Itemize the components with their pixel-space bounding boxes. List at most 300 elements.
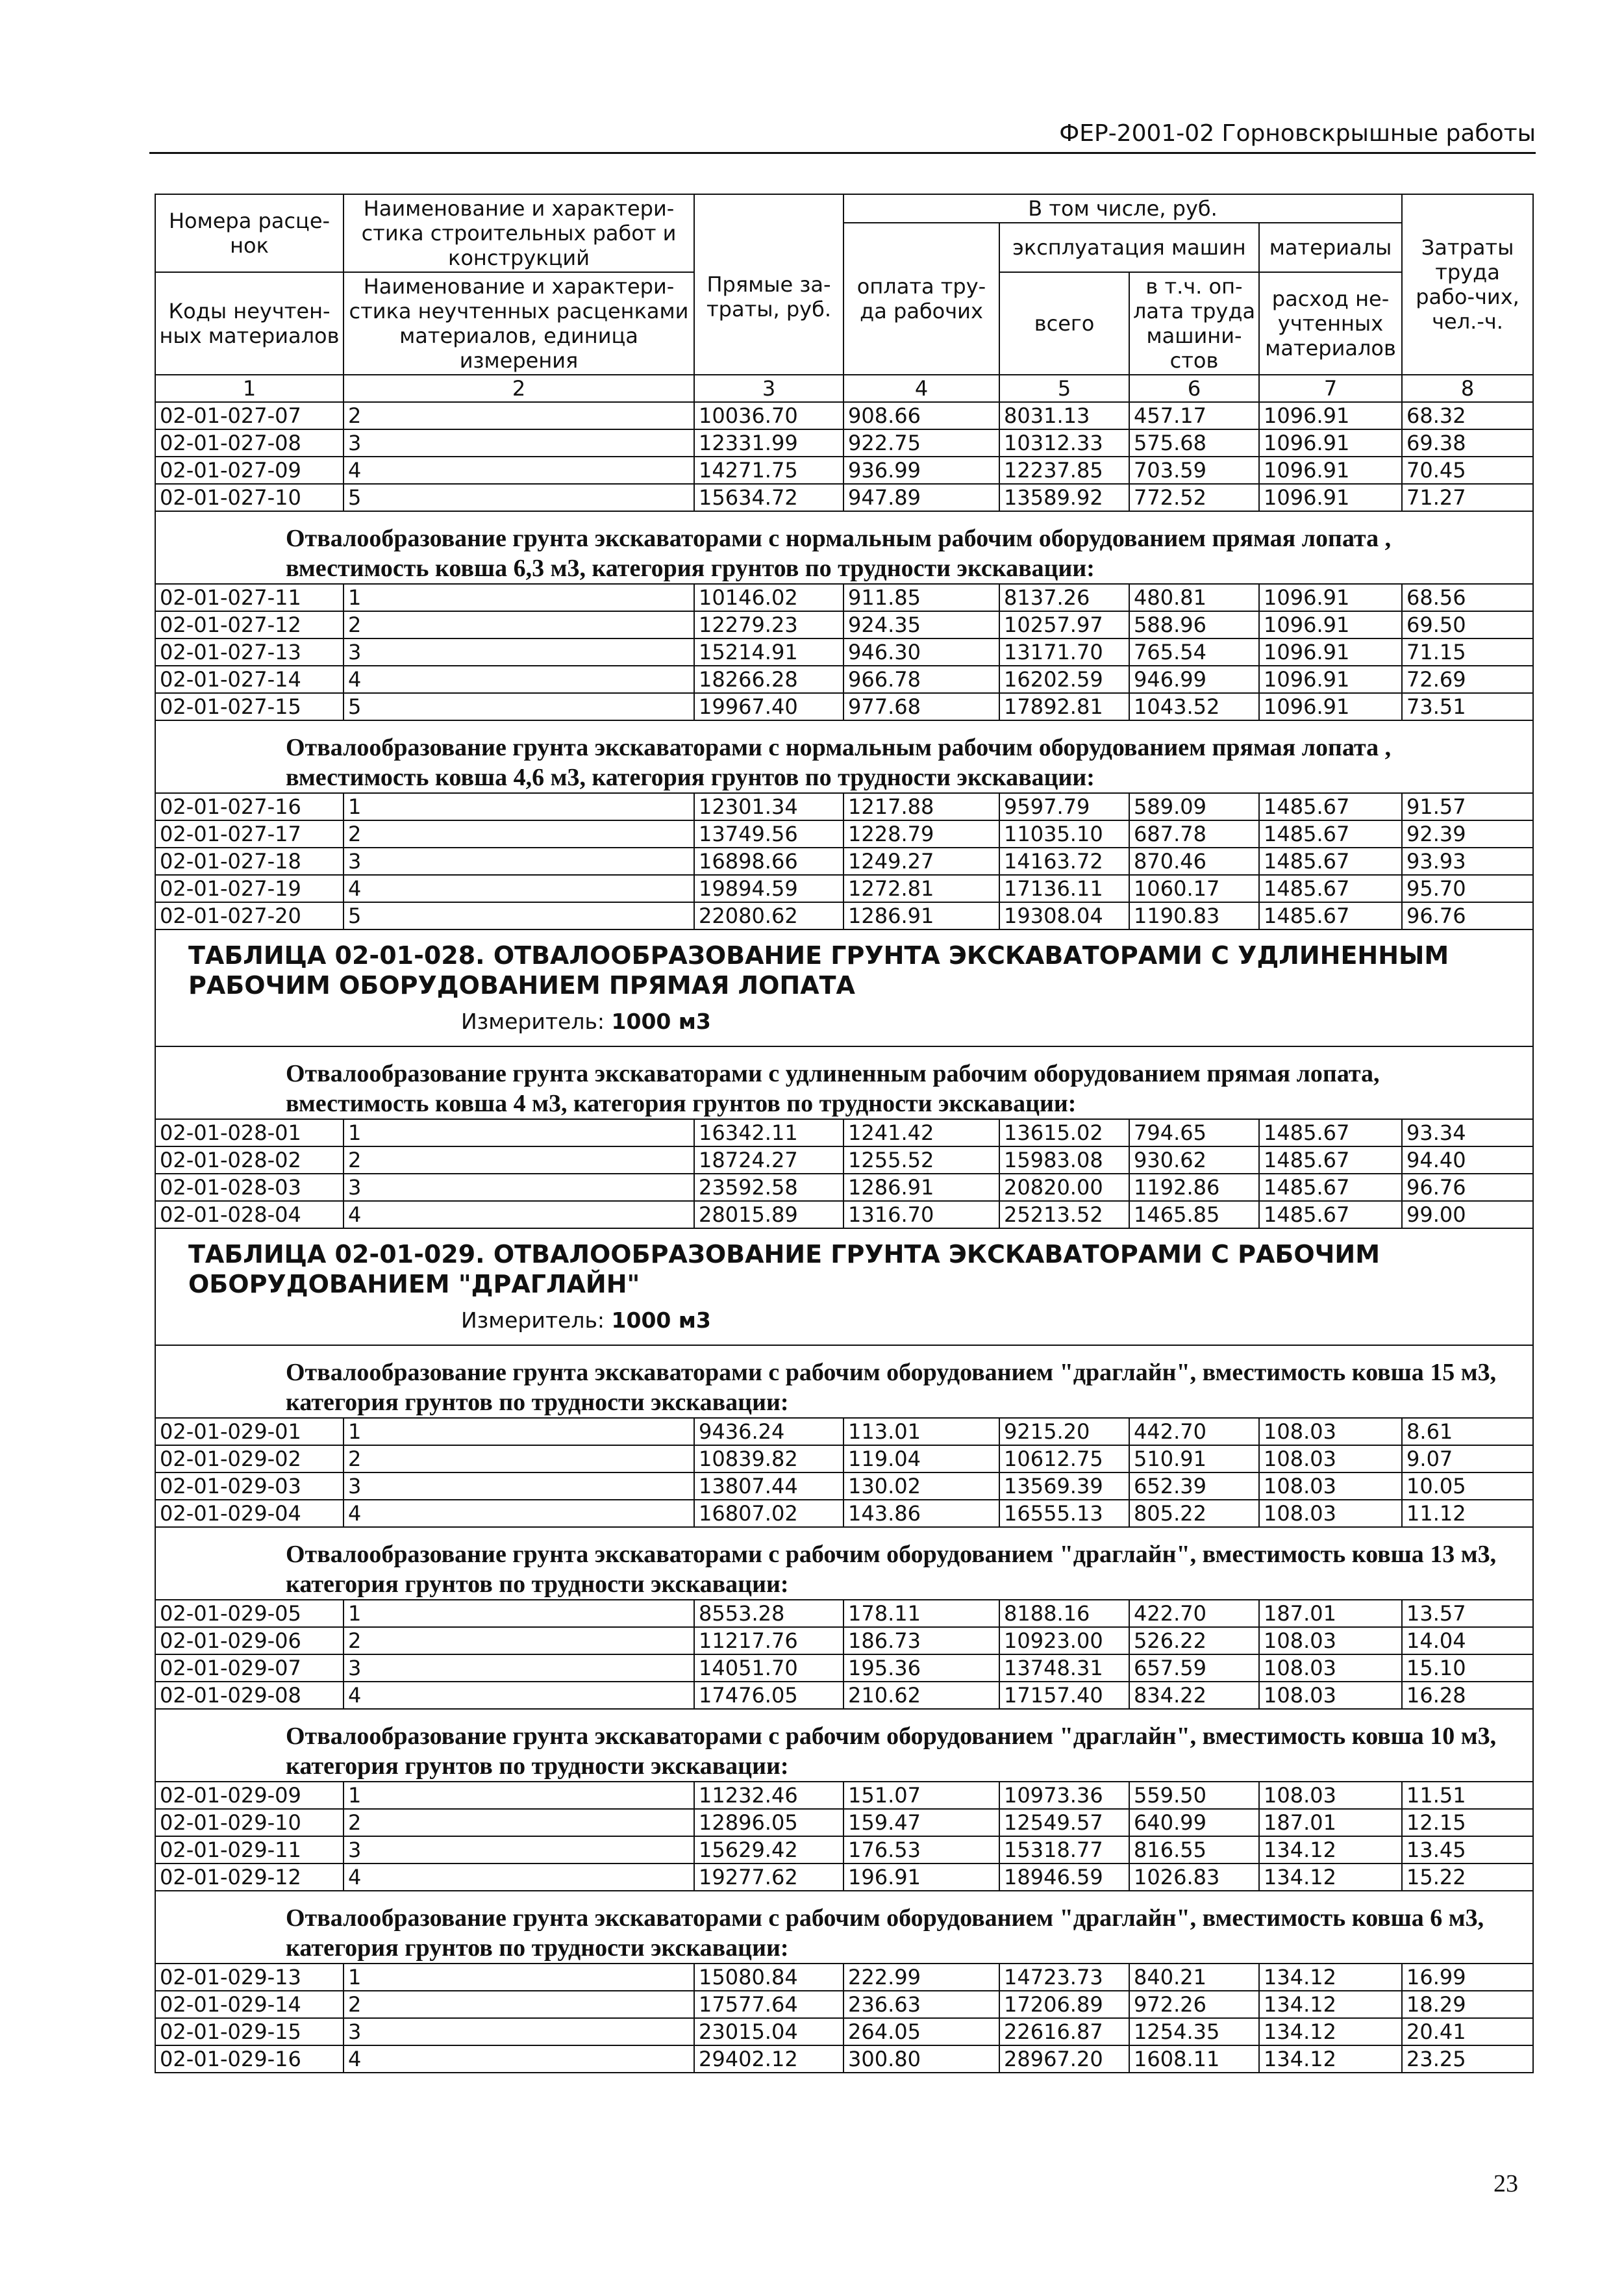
item-name-cell: 2 — [344, 1627, 694, 1654]
labor-pay-cell: 1241.42 — [843, 1119, 999, 1146]
section-header-row — [155, 1345, 1533, 1418]
unit-label: Измеритель: — [461, 1009, 605, 1034]
labor-costs-cell: 93.93 — [1402, 848, 1533, 875]
item-name-cell: 5 — [344, 484, 694, 511]
direct-costs-cell: 28015.89 — [694, 1201, 843, 1228]
section-title: Отвалообразование грунта экскаваторами с рабочим оборудованием "драглайн", вместимость ковша 13 м3, категория грунтов по трудности экскавации: — [155, 1527, 1533, 1600]
section-header-row — [155, 511, 1533, 584]
item-name-cell: 1 — [344, 1119, 694, 1146]
labor-costs-cell: 92.39 — [1402, 820, 1533, 848]
rate-code-cell: 02-01-029-15 — [155, 2018, 344, 2045]
machines-labor-cell: 765.54 — [1129, 638, 1259, 666]
machines-labor-cell: 946.99 — [1129, 666, 1259, 693]
machines-total-cell: 13569.39 — [999, 1472, 1129, 1500]
machines-total-cell: 17206.89 — [999, 1991, 1129, 2018]
machines-labor-cell: 772.52 — [1129, 484, 1259, 511]
header-direct-costs: Прямые за-траты, руб. — [694, 194, 843, 375]
labor-pay-cell: 264.05 — [843, 2018, 999, 2045]
rate-code-cell: 02-01-029-05 — [155, 1600, 344, 1627]
labor-costs-cell: 71.27 — [1402, 484, 1533, 511]
table-row — [155, 848, 1533, 875]
machines-total-cell: 8137.26 — [999, 584, 1129, 611]
labor-pay-cell: 1286.91 — [843, 902, 999, 929]
labor-costs-cell: 96.76 — [1402, 902, 1533, 929]
rate-code-cell: 02-01-029-07 — [155, 1654, 344, 1682]
materials-cell: 108.03 — [1259, 1682, 1402, 1709]
table-row — [155, 1500, 1533, 1527]
machines-total-cell: 10973.36 — [999, 1782, 1129, 1809]
table-row — [155, 457, 1533, 484]
materials-cell: 108.03 — [1259, 1500, 1402, 1527]
machines-total-cell: 20820.00 — [999, 1174, 1129, 1201]
materials-cell: 1485.67 — [1259, 875, 1402, 902]
materials-cell: 108.03 — [1259, 1472, 1402, 1500]
table-row — [155, 1809, 1533, 1836]
machines-total-cell: 18946.59 — [999, 1864, 1129, 1891]
col-number: 3 — [694, 375, 843, 402]
unit-label: Измеритель: — [461, 1308, 605, 1333]
labor-costs-cell: 70.45 — [1402, 457, 1533, 484]
direct-costs-cell: 10146.02 — [694, 584, 843, 611]
table-row — [155, 1119, 1533, 1146]
col-number: 6 — [1129, 375, 1259, 402]
materials-cell: 108.03 — [1259, 1627, 1402, 1654]
direct-costs-cell: 29402.12 — [694, 2045, 843, 2073]
direct-costs-cell: 11217.76 — [694, 1627, 843, 1654]
machines-labor-cell: 1254.35 — [1129, 2018, 1259, 2045]
machines-total-cell: 13171.70 — [999, 638, 1129, 666]
table-body — [155, 194, 1533, 2073]
materials-cell: 1096.91 — [1259, 611, 1402, 638]
labor-pay-cell: 300.80 — [843, 2045, 999, 2073]
item-name-cell: 3 — [344, 1654, 694, 1682]
labor-pay-cell: 119.04 — [843, 1445, 999, 1472]
rate-code-cell: 02-01-029-14 — [155, 1991, 344, 2018]
table-row — [155, 402, 1533, 429]
labor-costs-cell: 99.00 — [1402, 1201, 1533, 1228]
machines-total-cell: 8188.16 — [999, 1600, 1129, 1627]
table-title-cell — [155, 1228, 1533, 1345]
item-name-cell: 2 — [344, 1146, 694, 1174]
machines-labor-cell: 480.81 — [1129, 584, 1259, 611]
labor-pay-cell: 922.75 — [843, 429, 999, 457]
labor-pay-cell: 1249.27 — [843, 848, 999, 875]
labor-pay-cell: 977.68 — [843, 693, 999, 720]
table-row — [155, 484, 1533, 511]
labor-pay-cell: 130.02 — [843, 1472, 999, 1500]
machines-total-cell: 10923.00 — [999, 1627, 1129, 1654]
materials-cell: 108.03 — [1259, 1418, 1402, 1445]
machines-total-cell: 14163.72 — [999, 848, 1129, 875]
rate-code-cell: 02-01-028-01 — [155, 1119, 344, 1146]
labor-pay-cell: 178.11 — [843, 1600, 999, 1627]
item-name-cell: 1 — [344, 1600, 694, 1627]
labor-costs-cell: 96.76 — [1402, 1174, 1533, 1201]
labor-costs-cell: 72.69 — [1402, 666, 1533, 693]
table-title: ТАБЛИЦА 02-01-029. ОТВАЛООБРАЗОВАНИЕ ГРУНТА ЭКСКАВАТОРАМИ С РАБОЧИМ ОБОРУДОВАНИЕМ "ДРАГЛАЙН" — [188, 1240, 1380, 1298]
unit-value: 1000 м3 — [611, 1009, 711, 1034]
table-unit — [188, 1306, 1519, 1335]
materials-cell: 108.03 — [1259, 1782, 1402, 1809]
table-row — [155, 429, 1533, 457]
labor-costs-cell: 18.29 — [1402, 1991, 1533, 2018]
table-row — [155, 638, 1533, 666]
direct-costs-cell: 8553.28 — [694, 1600, 843, 1627]
labor-costs-cell: 68.56 — [1402, 584, 1533, 611]
labor-costs-cell: 15.22 — [1402, 1864, 1533, 1891]
labor-costs-cell: 69.38 — [1402, 429, 1533, 457]
item-name-cell: 4 — [344, 875, 694, 902]
labor-pay-cell: 947.89 — [843, 484, 999, 511]
table-row — [155, 666, 1533, 693]
machines-labor-cell: 930.62 — [1129, 1146, 1259, 1174]
rate-code-cell: 02-01-027-08 — [155, 429, 344, 457]
item-name-cell: 3 — [344, 1472, 694, 1500]
rate-code-cell: 02-01-029-04 — [155, 1500, 344, 1527]
rate-code-cell: 02-01-028-03 — [155, 1174, 344, 1201]
labor-costs-cell: 15.10 — [1402, 1654, 1533, 1682]
labor-costs-cell: 8.61 — [1402, 1418, 1533, 1445]
machines-labor-cell: 1190.83 — [1129, 902, 1259, 929]
table-row — [155, 1864, 1533, 1891]
item-name-cell: 2 — [344, 1991, 694, 2018]
labor-pay-cell: 936.99 — [843, 457, 999, 484]
section-title: Отвалообразование грунта экскаваторами с нормальным рабочим оборудованием прямая лопата , вместимость ковша 4,6 м3, категория грунтов по трудности экскавации: — [155, 720, 1533, 793]
direct-costs-cell: 16807.02 — [694, 1500, 843, 1527]
labor-costs-cell: 13.45 — [1402, 1836, 1533, 1864]
machines-labor-cell: 1465.85 — [1129, 1201, 1259, 1228]
labor-pay-cell: 924.35 — [843, 611, 999, 638]
labor-pay-cell: 176.53 — [843, 1836, 999, 1864]
labor-pay-cell: 222.99 — [843, 1964, 999, 1991]
rate-code-cell: 02-01-029-03 — [155, 1472, 344, 1500]
materials-cell: 134.12 — [1259, 1864, 1402, 1891]
materials-cell: 134.12 — [1259, 1964, 1402, 1991]
table-row — [155, 611, 1533, 638]
item-name-cell: 2 — [344, 1445, 694, 1472]
rate-code-cell: 02-01-027-11 — [155, 584, 344, 611]
machines-total-cell: 15318.77 — [999, 1836, 1129, 1864]
item-name-cell: 2 — [344, 611, 694, 638]
table-row — [155, 1991, 1533, 2018]
direct-costs-cell: 18724.27 — [694, 1146, 843, 1174]
labor-costs-cell: 11.51 — [1402, 1782, 1533, 1809]
machines-labor-cell: 510.91 — [1129, 1445, 1259, 1472]
item-name-cell: 2 — [344, 402, 694, 429]
machines-labor-cell: 657.59 — [1129, 1654, 1259, 1682]
table-row — [155, 584, 1533, 611]
materials-cell: 1096.91 — [1259, 638, 1402, 666]
machines-total-cell: 11035.10 — [999, 820, 1129, 848]
direct-costs-cell: 17577.64 — [694, 1991, 843, 2018]
machines-labor-cell: 972.26 — [1129, 1991, 1259, 2018]
machines-labor-cell: 1060.17 — [1129, 875, 1259, 902]
direct-costs-cell: 12896.05 — [694, 1809, 843, 1836]
direct-costs-cell: 11232.46 — [694, 1782, 843, 1809]
labor-costs-cell: 69.50 — [1402, 611, 1533, 638]
materials-cell: 1096.91 — [1259, 402, 1402, 429]
item-name-cell: 3 — [344, 429, 694, 457]
labor-pay-cell: 1286.91 — [843, 1174, 999, 1201]
machines-labor-cell: 457.17 — [1129, 402, 1259, 429]
table-row — [155, 820, 1533, 848]
materials-cell: 1485.67 — [1259, 848, 1402, 875]
header-machines-labor: в т.ч. оп-лата труда машини-стов — [1129, 272, 1259, 375]
table-title-cell — [155, 929, 1533, 1046]
machines-labor-cell: 1192.86 — [1129, 1174, 1259, 1201]
rate-code-cell: 02-01-027-14 — [155, 666, 344, 693]
machines-total-cell: 14723.73 — [999, 1964, 1129, 1991]
col-number: 1 — [155, 375, 344, 402]
rate-code-cell: 02-01-027-20 — [155, 902, 344, 929]
rate-code-cell: 02-01-027-12 — [155, 611, 344, 638]
rate-code-cell: 02-01-027-10 — [155, 484, 344, 511]
direct-costs-cell: 19967.40 — [694, 693, 843, 720]
materials-cell: 1485.67 — [1259, 820, 1402, 848]
direct-costs-cell: 15214.91 — [694, 638, 843, 666]
labor-pay-cell: 151.07 — [843, 1782, 999, 1809]
machines-labor-cell: 559.50 — [1129, 1782, 1259, 1809]
item-name-cell: 3 — [344, 1174, 694, 1201]
item-name-cell: 3 — [344, 1836, 694, 1864]
unit-value: 1000 м3 — [611, 1308, 711, 1333]
materials-cell: 134.12 — [1259, 1991, 1402, 2018]
labor-pay-cell: 908.66 — [843, 402, 999, 429]
column-numbers-row — [155, 375, 1533, 402]
labor-costs-cell: 11.12 — [1402, 1500, 1533, 1527]
machines-total-cell: 25213.52 — [999, 1201, 1129, 1228]
item-name-cell: 1 — [344, 584, 694, 611]
machines-total-cell: 17892.81 — [999, 693, 1129, 720]
machines-labor-cell: 1608.11 — [1129, 2045, 1259, 2073]
machines-total-cell: 16555.13 — [999, 1500, 1129, 1527]
materials-cell: 1485.67 — [1259, 793, 1402, 820]
direct-costs-cell: 16898.66 — [694, 848, 843, 875]
rate-code-cell: 02-01-029-10 — [155, 1809, 344, 1836]
header-materials-unaccounted: расход не-учтенных материалов — [1259, 272, 1402, 375]
header-codes-title: Номера расце-нок — [155, 194, 344, 272]
materials-cell: 1096.91 — [1259, 693, 1402, 720]
page-number: 23 — [1493, 2170, 1518, 2197]
labor-costs-cell: 16.99 — [1402, 1964, 1533, 1991]
section-header-row — [155, 1046, 1533, 1119]
item-name-cell: 3 — [344, 2018, 694, 2045]
materials-cell: 1485.67 — [1259, 1119, 1402, 1146]
labor-costs-cell: 14.04 — [1402, 1627, 1533, 1654]
rate-code-cell: 02-01-027-13 — [155, 638, 344, 666]
machines-total-cell: 9597.79 — [999, 793, 1129, 820]
rate-code-cell: 02-01-029-11 — [155, 1836, 344, 1864]
labor-costs-cell: 12.15 — [1402, 1809, 1533, 1836]
labor-pay-cell: 143.86 — [843, 1500, 999, 1527]
direct-costs-cell: 23015.04 — [694, 2018, 843, 2045]
item-name-cell: 4 — [344, 2045, 694, 2073]
rate-code-cell: 02-01-029-02 — [155, 1445, 344, 1472]
page-header: ФЕР-2001-02 Горновскрышные работы — [149, 120, 1536, 154]
header-machines: эксплуатация машин — [999, 223, 1259, 272]
machines-total-cell: 12237.85 — [999, 457, 1129, 484]
rate-code-cell: 02-01-027-16 — [155, 793, 344, 820]
direct-costs-cell: 10839.82 — [694, 1445, 843, 1472]
col-number: 7 — [1259, 375, 1402, 402]
rate-code-cell: 02-01-027-15 — [155, 693, 344, 720]
materials-cell: 187.01 — [1259, 1809, 1402, 1836]
labor-pay-cell: 1272.81 — [843, 875, 999, 902]
item-name-cell: 4 — [344, 1201, 694, 1228]
machines-labor-cell: 870.46 — [1129, 848, 1259, 875]
col-number: 8 — [1402, 375, 1533, 402]
direct-costs-cell: 15634.72 — [694, 484, 843, 511]
rate-code-cell: 02-01-027-07 — [155, 402, 344, 429]
col-number: 2 — [344, 375, 694, 402]
machines-labor-cell: 422.70 — [1129, 1600, 1259, 1627]
table-row — [155, 1418, 1533, 1445]
table-row — [155, 793, 1533, 820]
labor-pay-cell: 236.63 — [843, 1991, 999, 2018]
labor-costs-cell: 9.07 — [1402, 1445, 1533, 1472]
table-title-row — [155, 929, 1533, 1046]
machines-total-cell: 10257.97 — [999, 611, 1129, 638]
direct-costs-cell: 15629.42 — [694, 1836, 843, 1864]
materials-cell: 134.12 — [1259, 2045, 1402, 2073]
item-name-cell: 3 — [344, 638, 694, 666]
labor-costs-cell: 13.57 — [1402, 1600, 1533, 1627]
rate-code-cell: 02-01-029-16 — [155, 2045, 344, 2073]
labor-pay-cell: 159.47 — [843, 1809, 999, 1836]
materials-cell: 187.01 — [1259, 1600, 1402, 1627]
header-name-title: Наименование и характери-стика строительных работ и конструкций — [344, 194, 694, 272]
rate-code-cell: 02-01-027-18 — [155, 848, 344, 875]
machines-labor-cell: 816.55 — [1129, 1836, 1259, 1864]
table-row — [155, 1654, 1533, 1682]
direct-costs-cell: 17476.05 — [694, 1682, 843, 1709]
direct-costs-cell: 16342.11 — [694, 1119, 843, 1146]
rate-code-cell: 02-01-029-06 — [155, 1627, 344, 1654]
rate-code-cell: 02-01-028-04 — [155, 1201, 344, 1228]
labor-pay-cell: 911.85 — [843, 584, 999, 611]
rate-code-cell: 02-01-027-17 — [155, 820, 344, 848]
table-row — [155, 1682, 1533, 1709]
labor-pay-cell: 1316.70 — [843, 1201, 999, 1228]
machines-labor-cell: 703.59 — [1129, 457, 1259, 484]
labor-costs-cell: 10.05 — [1402, 1472, 1533, 1500]
table-row — [155, 1782, 1533, 1809]
header-codes-subtitle: Коды неучтен-ных материалов — [155, 272, 344, 375]
rate-code-cell: 02-01-027-19 — [155, 875, 344, 902]
labor-costs-cell: 93.34 — [1402, 1119, 1533, 1146]
section-title: Отвалообразование грунта экскаваторами с удлиненным рабочим оборудованием прямая лопата, вместимость ковша 4 м3, категория грунтов по трудности экскавации: — [155, 1046, 1533, 1119]
direct-costs-cell: 14051.70 — [694, 1654, 843, 1682]
materials-cell: 1096.91 — [1259, 584, 1402, 611]
direct-costs-cell: 12301.34 — [694, 793, 843, 820]
labor-costs-cell: 23.25 — [1402, 2045, 1533, 2073]
table-row — [155, 1445, 1533, 1472]
labor-pay-cell: 1228.79 — [843, 820, 999, 848]
machines-labor-cell: 1043.52 — [1129, 693, 1259, 720]
machines-labor-cell: 805.22 — [1129, 1500, 1259, 1527]
item-name-cell: 5 — [344, 693, 694, 720]
section-title: Отвалообразование грунта экскаваторами с рабочим оборудованием "драглайн", вместимость ковша 15 м3, категория грунтов по трудности экскавации: — [155, 1345, 1533, 1418]
table-row — [155, 2045, 1533, 2073]
rates-table — [155, 194, 1534, 2073]
item-name-cell: 3 — [344, 848, 694, 875]
direct-costs-cell: 13807.44 — [694, 1472, 843, 1500]
header-machines-total: всего — [999, 272, 1129, 375]
item-name-cell: 1 — [344, 1418, 694, 1445]
item-name-cell: 4 — [344, 666, 694, 693]
item-name-cell: 4 — [344, 1864, 694, 1891]
materials-cell: 134.12 — [1259, 2018, 1402, 2045]
table-row — [155, 902, 1533, 929]
direct-costs-cell: 12279.23 — [694, 611, 843, 638]
section-title: Отвалообразование грунта экскаваторами с рабочим оборудованием "драглайн", вместимость ковша 10 м3, категория грунтов по трудности экскавации: — [155, 1709, 1533, 1782]
machines-labor-cell: 840.21 — [1129, 1964, 1259, 1991]
header-row-1 — [155, 194, 1533, 223]
rate-code-cell: 02-01-029-12 — [155, 1864, 344, 1891]
direct-costs-cell: 19277.62 — [694, 1864, 843, 1891]
header-labor-pay: оплата тру-да рабочих — [843, 223, 999, 375]
machines-total-cell: 17157.40 — [999, 1682, 1129, 1709]
machines-total-cell: 28967.20 — [999, 2045, 1129, 2073]
labor-costs-cell: 91.57 — [1402, 793, 1533, 820]
table-row — [155, 1964, 1533, 1991]
materials-cell: 1096.91 — [1259, 457, 1402, 484]
labor-costs-cell: 95.70 — [1402, 875, 1533, 902]
labor-costs-cell: 71.15 — [1402, 638, 1533, 666]
materials-cell: 1096.91 — [1259, 484, 1402, 511]
materials-cell: 1485.67 — [1259, 1146, 1402, 1174]
machines-labor-cell: 794.65 — [1129, 1119, 1259, 1146]
labor-costs-cell: 20.41 — [1402, 2018, 1533, 2045]
labor-pay-cell: 196.91 — [843, 1864, 999, 1891]
item-name-cell: 5 — [344, 902, 694, 929]
section-header-row — [155, 720, 1533, 793]
direct-costs-cell: 14271.75 — [694, 457, 843, 484]
direct-costs-cell: 18266.28 — [694, 666, 843, 693]
machines-labor-cell: 575.68 — [1129, 429, 1259, 457]
direct-costs-cell: 15080.84 — [694, 1964, 843, 1991]
direct-costs-cell: 22080.62 — [694, 902, 843, 929]
machines-labor-cell: 526.22 — [1129, 1627, 1259, 1654]
item-name-cell: 1 — [344, 1782, 694, 1809]
machines-total-cell: 16202.59 — [999, 666, 1129, 693]
labor-pay-cell: 946.30 — [843, 638, 999, 666]
table-row — [155, 2018, 1533, 2045]
machines-labor-cell: 640.99 — [1129, 1809, 1259, 1836]
labor-costs-cell: 68.32 — [1402, 402, 1533, 429]
machines-total-cell: 19308.04 — [999, 902, 1129, 929]
machines-total-cell: 13589.92 — [999, 484, 1129, 511]
direct-costs-cell: 19894.59 — [694, 875, 843, 902]
machines-labor-cell: 652.39 — [1129, 1472, 1259, 1500]
machines-total-cell: 22616.87 — [999, 2018, 1129, 2045]
machines-total-cell: 17136.11 — [999, 875, 1129, 902]
rate-code-cell: 02-01-029-13 — [155, 1964, 344, 1991]
labor-pay-cell: 966.78 — [843, 666, 999, 693]
machines-labor-cell: 588.96 — [1129, 611, 1259, 638]
machines-total-cell: 13748.31 — [999, 1654, 1129, 1682]
item-name-cell: 4 — [344, 1682, 694, 1709]
materials-cell: 1096.91 — [1259, 429, 1402, 457]
machines-total-cell: 10612.75 — [999, 1445, 1129, 1472]
labor-pay-cell: 1217.88 — [843, 793, 999, 820]
labor-pay-cell: 186.73 — [843, 1627, 999, 1654]
labor-costs-cell: 94.40 — [1402, 1146, 1533, 1174]
item-name-cell: 2 — [344, 1809, 694, 1836]
machines-total-cell: 12549.57 — [999, 1809, 1129, 1836]
table-title: ТАБЛИЦА 02-01-028. ОТВАЛООБРАЗОВАНИЕ ГРУНТА ЭКСКАВАТОРАМИ С УДЛИНЕННЫМ РАБОЧИМ ОБОРУДОВАНИЕМ ПРЯМАЯ ЛОПАТА — [188, 941, 1449, 1000]
machines-total-cell: 10312.33 — [999, 429, 1129, 457]
